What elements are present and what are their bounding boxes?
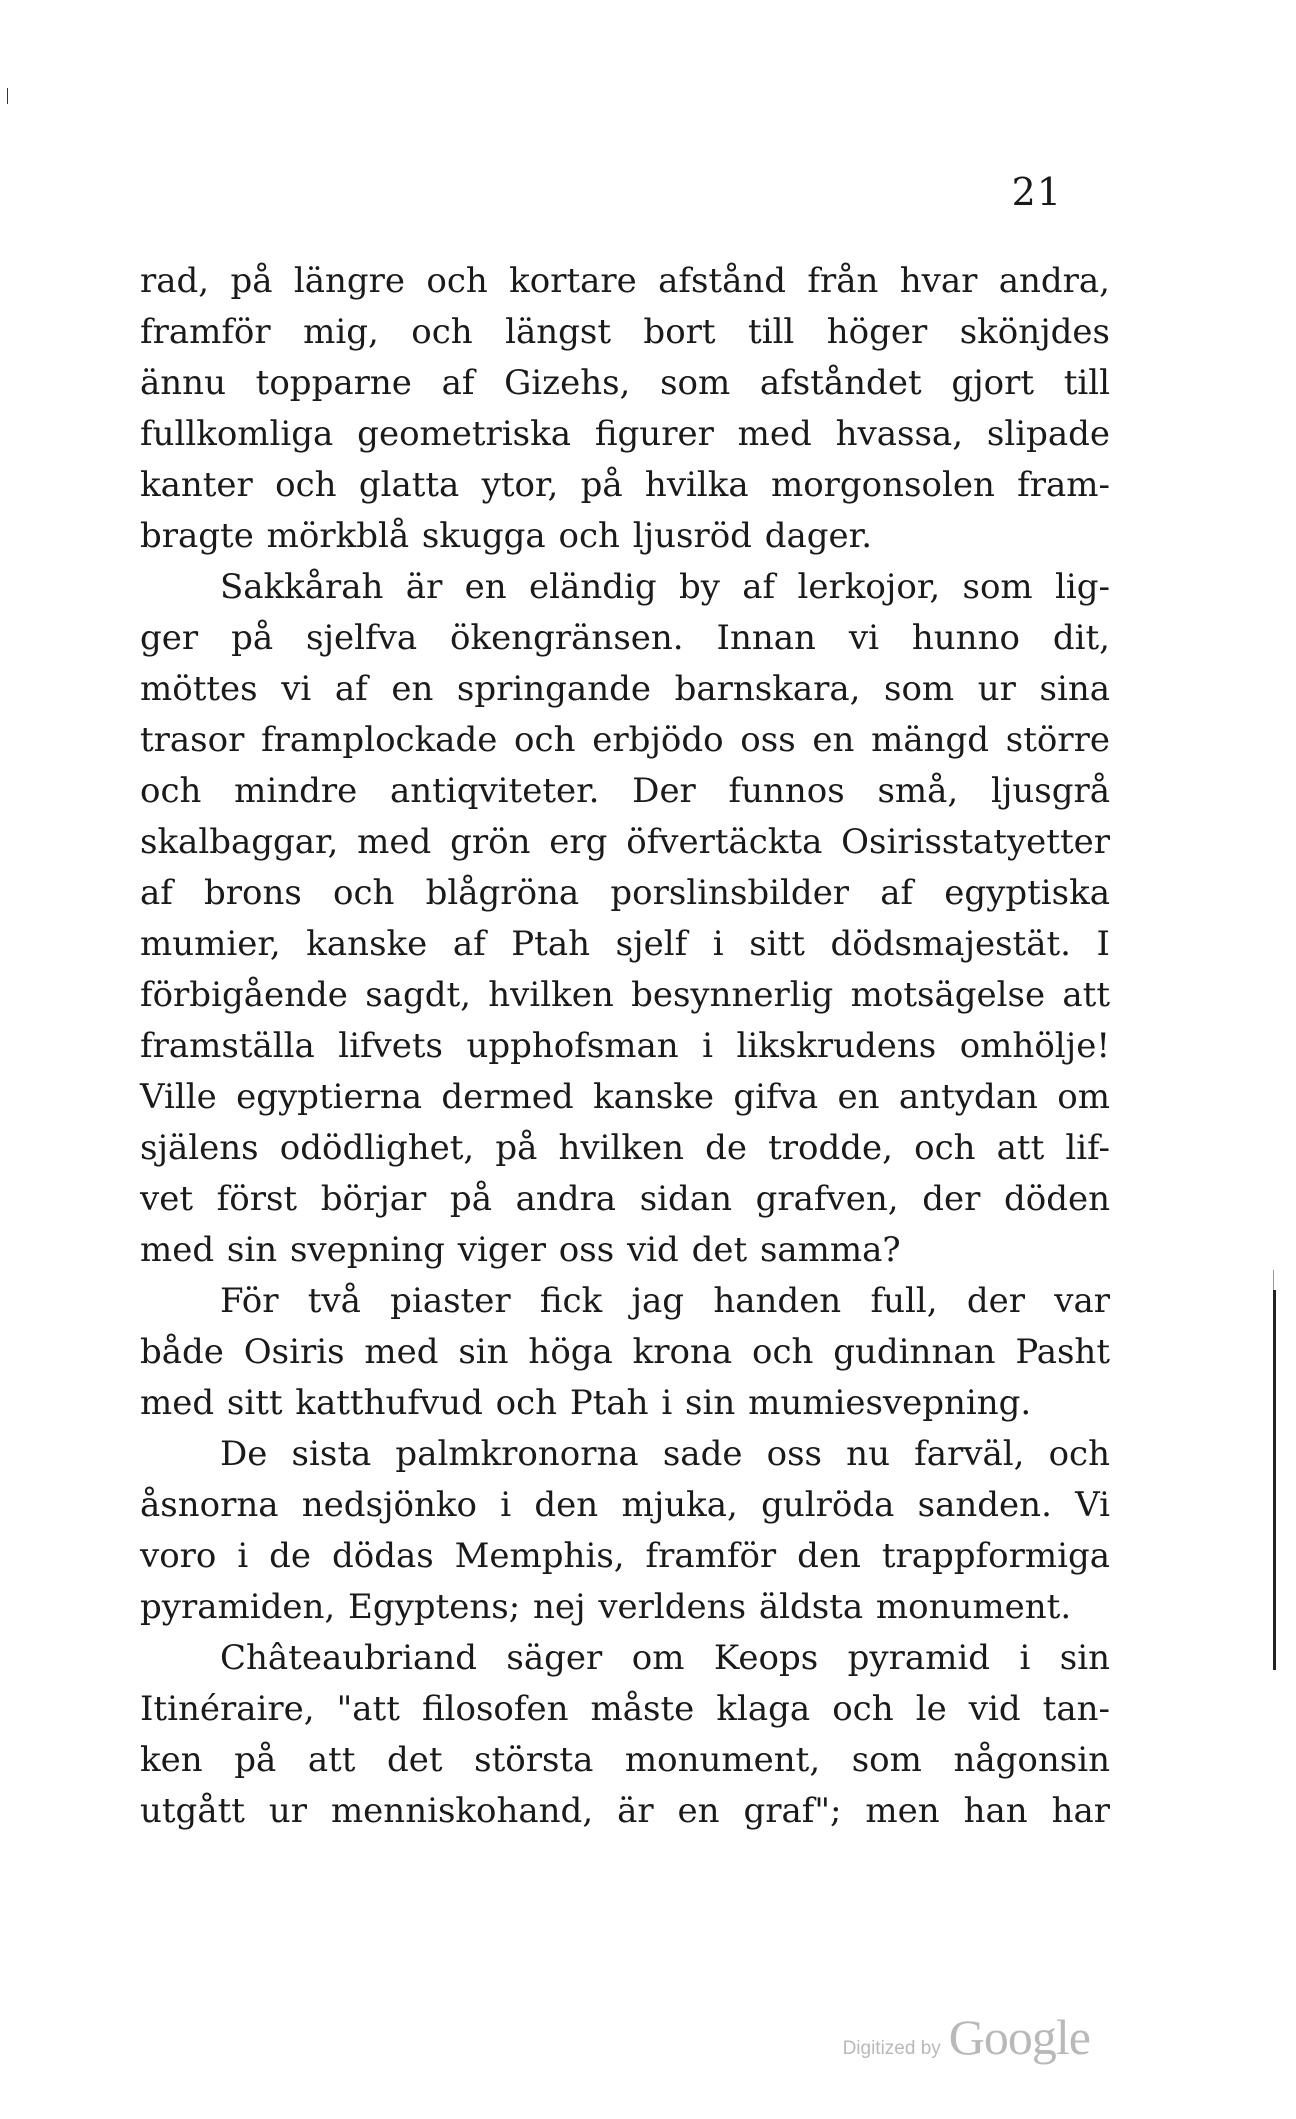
text-line: kanter och glatta ytor, på hvilka morgonsolen fram- (140, 465, 1110, 505)
scan-artifact-mark (7, 88, 8, 104)
text-line: med sin svepning viger oss vid det samma? (140, 1230, 901, 1270)
text-line: med sitt katthufvud och Ptah i sin mumiesvepning. (140, 1383, 1032, 1423)
text-line: ger på sjelfva ökengränsen. Innan vi hunno dit, (140, 618, 1110, 658)
text-line: ken på att det största monument, som någonsin (140, 1740, 1110, 1780)
scan-edge-line (1273, 1290, 1276, 1670)
text-line: själens odödlighet, på hvilken de trodde, och att lif- (140, 1128, 1110, 1168)
text-line: framställa lifvets upphofsman i likskrudens omhölje! (140, 1026, 1110, 1066)
text-line: Sakkårah är en eländig by af lerkojor, som lig- (220, 567, 1110, 607)
text-line: De sista palmkronorna sade oss nu farväl, och (220, 1434, 1110, 1474)
text-line: möttes vi af en springande barnskara, som ur sina (140, 669, 1110, 709)
google-logo: Google (948, 2009, 1090, 2065)
text-line: åsnorna nedsjönko i den mjuka, gulröda sanden. Vi (140, 1485, 1110, 1525)
watermark-prefix: Digitized by (842, 2038, 941, 2059)
text-line: och mindre antiqviteter. Der funnos små, ljusgrå (140, 771, 1110, 811)
text-line: mumier, kanske af Ptah sjelf i sitt dödsmajestät. I (140, 924, 1110, 964)
text-line: Ville egyptierna dermed kanske gifva en antydan om (140, 1077, 1110, 1117)
text-line: rad, på längre och kortare afstånd från hvar andra, (140, 261, 1110, 301)
text-line: För två piaster fick jag handen full, der var (220, 1281, 1110, 1321)
text-line: utgått ur menniskohand, är en graf"; men han har (140, 1791, 1110, 1831)
text-line: trasor framplockade och erbjödo oss en mängd större (140, 720, 1110, 760)
text-line: Châteaubriand säger om Keops pyramid i sin (220, 1638, 1110, 1678)
body-text (140, 256, 1110, 1837)
text-line: vet först börjar på andra sidan grafven, der döden (140, 1179, 1110, 1219)
text-line: pyramiden, Egyptens; nej verldens äldsta monument. (140, 1587, 1072, 1627)
text-line: af brons och blågröna porslinsbilder af egyptiska (140, 873, 1110, 913)
text-line: bragte mörkblå skugga och ljusröd dager. (140, 516, 873, 556)
text-line: både Osiris med sin höga krona och gudinnan Pasht (140, 1332, 1110, 1372)
text-line: skalbaggar, med grön erg öfvertäckta Osirisstatyetter (140, 822, 1110, 862)
page-number: 21 (1011, 170, 1062, 214)
text-line: Itinéraire, "att filosofen måste klaga och le vid tan- (140, 1689, 1110, 1729)
digitized-watermark (843, 2008, 1090, 2066)
text-line: fullkomliga geometriska figurer med hvassa, slipade (140, 414, 1110, 454)
text-line: ännu topparne af Gizehs, som afståndet gjort till (140, 363, 1110, 403)
text-line: förbigående sagdt, hvilken besynnerlig motsägelse att (140, 975, 1110, 1015)
text-line: framför mig, och längst bort till höger skönjdes (140, 312, 1110, 352)
text-line: voro i de dödas Memphis, framför den trappformiga (140, 1536, 1110, 1576)
